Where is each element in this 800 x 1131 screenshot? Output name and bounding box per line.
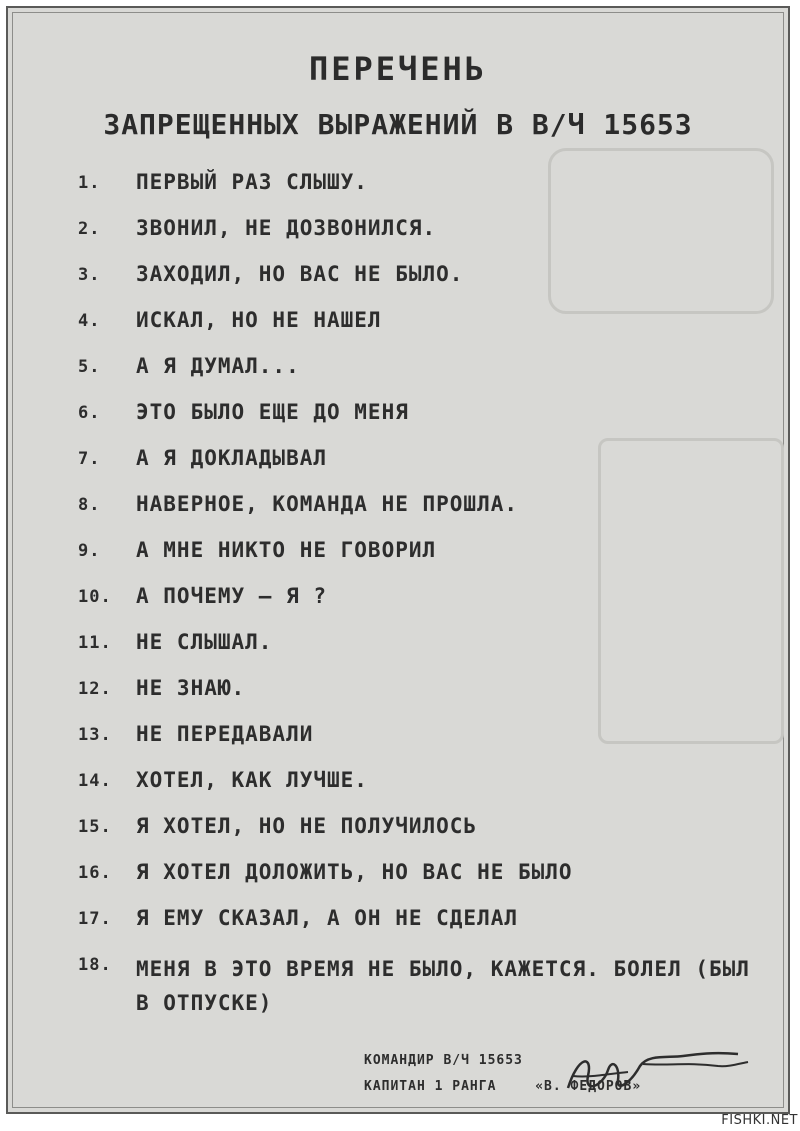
list-item — [78, 170, 768, 216]
item-text: Я ХОТЕЛ ДОЛОЖИТЬ, НО ВАС НЕ БЫЛО — [136, 860, 573, 884]
list-item — [78, 538, 768, 584]
item-text: А Я ДОКЛАДЫВАЛ — [136, 446, 328, 470]
item-text: ИСКАЛ, НО НЕ НАШЕЛ — [136, 308, 382, 332]
item-number: 18. — [78, 955, 112, 975]
item-text: А МНЕ НИКТО НЕ ГОВОРИЛ — [136, 538, 437, 562]
item-text: ПЕРВЫЙ РАЗ СЛЫШУ. — [136, 170, 368, 194]
list-item — [78, 630, 768, 676]
phrase-list — [78, 170, 768, 1032]
item-text: НЕ ЗНАЮ. — [136, 676, 246, 700]
list-item — [78, 216, 768, 262]
list-item — [78, 906, 768, 952]
item-number: 3. — [78, 265, 101, 285]
item-number: 17. — [78, 909, 112, 929]
item-text: ЗВОНИЛ, НЕ ДОЗВОНИЛСЯ. — [136, 216, 437, 240]
item-number: 12. — [78, 679, 112, 699]
list-item — [78, 262, 768, 308]
list-item — [78, 492, 768, 538]
item-text: ЗАХОДИЛ, НО ВАС НЕ БЫЛО. — [136, 262, 464, 286]
item-text: Я ХОТЕЛ, НО НЕ ПОЛУЧИЛОСЬ — [136, 814, 478, 838]
item-number: 15. — [78, 817, 112, 837]
item-text: МЕНЯ В ЭТО ВРЕМЯ НЕ БЫЛО, КАЖЕТСЯ. БОЛЕЛ (БЫЛ В ОТПУСКЕ) — [136, 957, 750, 1015]
list-item — [78, 676, 768, 722]
item-number: 16. — [78, 863, 112, 883]
list-item — [78, 768, 768, 814]
item-number: 9. — [78, 541, 101, 561]
item-text: Я ЕМУ СКАЗАЛ, А ОН НЕ СДЕЛАЛ — [136, 906, 519, 930]
item-number: 14. — [78, 771, 112, 791]
document-subtitle: ЗАПРЕЩЕННЫХ ВЫРАЖЕНИЙ В В/Ч 15653 — [103, 108, 693, 141]
item-number: 6. — [78, 403, 101, 423]
item-number: 5. — [78, 357, 101, 377]
site-watermark: FISHKI.NET — [721, 1113, 798, 1128]
list-item — [78, 354, 768, 400]
item-number: 2. — [78, 219, 101, 239]
list-item — [78, 860, 768, 906]
list-item — [78, 446, 768, 492]
list-item — [78, 722, 768, 768]
item-number: 4. — [78, 311, 101, 331]
item-number: 13. — [78, 725, 112, 745]
list-item — [78, 584, 768, 630]
item-text: ЭТО БЫЛО ЕЩЕ ДО МЕНЯ — [136, 400, 409, 424]
list-item — [78, 952, 768, 1032]
signature-name: «В. ФЕДОРОВ» — [535, 1079, 642, 1094]
item-text: А ПОЧЕМУ – Я ? — [136, 584, 328, 608]
item-text: НЕ СЛЫШАЛ. — [136, 630, 273, 654]
signature-title: КОМАНДИР В/Ч 15653 — [364, 1053, 523, 1068]
item-text: А Я ДУМАЛ... — [136, 354, 300, 378]
item-number: 7. — [78, 449, 101, 469]
item-text: ХОТЕЛ, КАК ЛУЧШЕ. — [136, 768, 368, 792]
list-item — [78, 308, 768, 354]
handwritten-signature — [548, 1036, 758, 1106]
document-title: ПЕРЕЧЕНЬ — [308, 50, 488, 88]
item-number: 1. — [78, 173, 101, 193]
item-number: 11. — [78, 633, 112, 653]
item-number: 8. — [78, 495, 101, 515]
signature-rank: КАПИТАН 1 РАНГА — [364, 1079, 497, 1094]
list-item — [78, 400, 768, 446]
document-sheet — [6, 6, 790, 1114]
item-text: НЕ ПЕРЕДАВАЛИ — [136, 722, 314, 746]
item-text: НАВЕРНОЕ, КОМАНДА НЕ ПРОШЛА. — [136, 492, 519, 516]
list-item — [78, 814, 768, 860]
item-number: 10. — [78, 587, 112, 607]
